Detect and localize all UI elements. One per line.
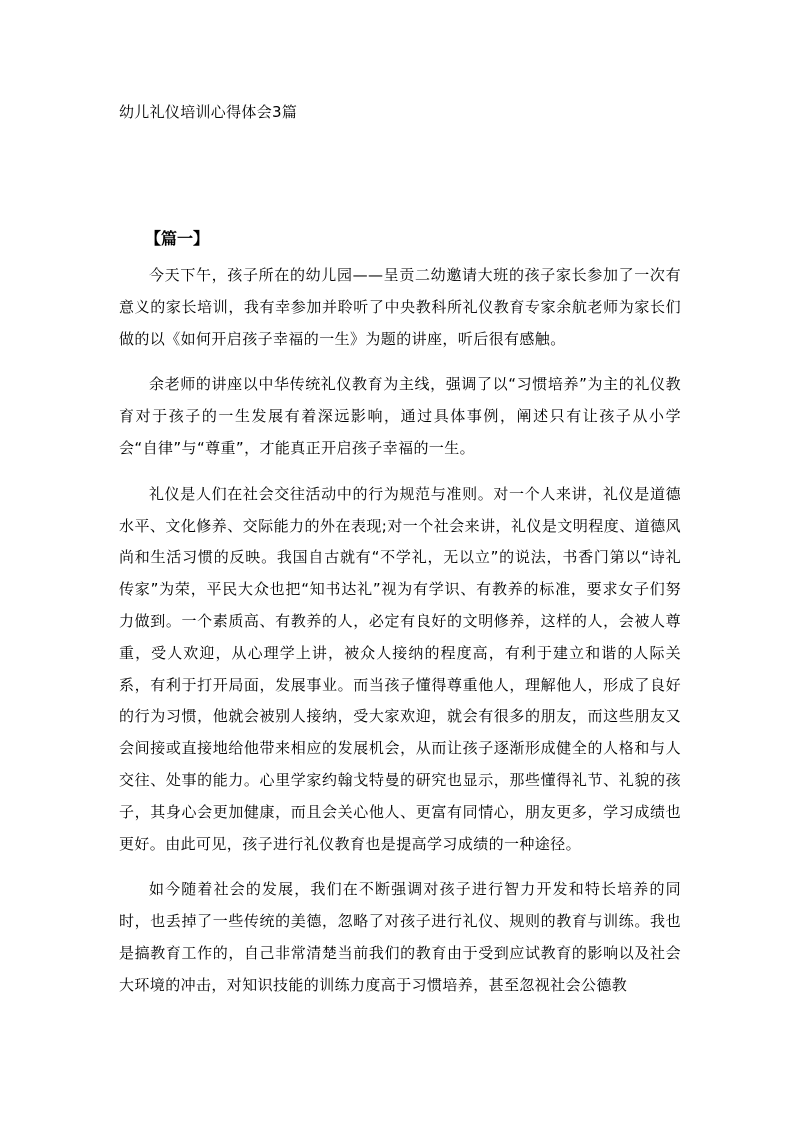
paragraph-1: 今天下午，孩子所在的幼儿园——呈贡二幼邀请大班的孩子家长参加了一次有意义的家长培训，我有幸参加并聆听了中央教科所礼仪教育专家余航老师为家长们做的以《如何开启孩子幸福的一生》为题的讲座，听后很有感触。 xyxy=(119,266,681,348)
document-title: 幼儿礼仪培训心得体会3篇 xyxy=(119,103,298,121)
section-heading: 【篇一】 xyxy=(145,229,210,248)
paragraph-4: 如今随着社会的发展，我们在不断强调对孩子进行智力开发和特长培养的同时，也丢掉了一些传统的美德，忽略了对孩子进行礼仪、规则的教育与训练。我也是搞教育工作的，自己非常清楚当前我们的教育由于受到应试教育的影响以及社会大环境的冲击，对知识技能的训练力度高于习惯培养，甚至忽视社会公德教 xyxy=(119,880,681,994)
paragraph-3: 礼仪是人们在社会交往活动中的行为规范与准则。对一个人来讲，礼仪是道德水平、文化修养、交际能力的外在表现;对一个社会来讲，礼仪是文明程度、道德风尚和生活习惯的反映。我国自古就有“不学礼，无以立”的说法，书香门第以“诗礼传家”为荣，平民大众也把“知书达礼”视为有学识、有教养的标准，要求女子们努力做到。一个素质高、有教养的人，必定有良好的文明修养，这样的人，会被人尊重，受人欢迎，从心理学上讲，被众人接纳的程度高，有利于建立和谐的人际关系，有利于打开局面，发展事业。而当孩子懂得尊重他人，理解他人，形成了良好的行为习惯，他就会被别人接纳，受大家欢迎，就会有很多的朋友，而这些朋友又会间接或直接地给他带来相应的发展机会，从而让孩子逐渐形成健全的人格和与人交往、处事的能力。心里学家约翰戈特曼的研究也显示，那些懂得礼节、礼貌的孩子，其身心会更加健康，而且会关心他人、更富有同情心，朋友更多，学习成绩也更好。由此可见，孩子进行礼仪教育也是提高学习成绩的一种途径。 xyxy=(119,484,681,853)
paragraph-2: 余老师的讲座以中华传统礼仪教育为主线，强调了以“习惯培养”为主的礼仪教育对于孩子的一生发展有着深远影响，通过具体事例，阐述只有让孩子从小学会“自律”与“尊重”，才能真正开启孩子幸福的一生。 xyxy=(119,375,681,457)
document-body xyxy=(119,260,681,1016)
